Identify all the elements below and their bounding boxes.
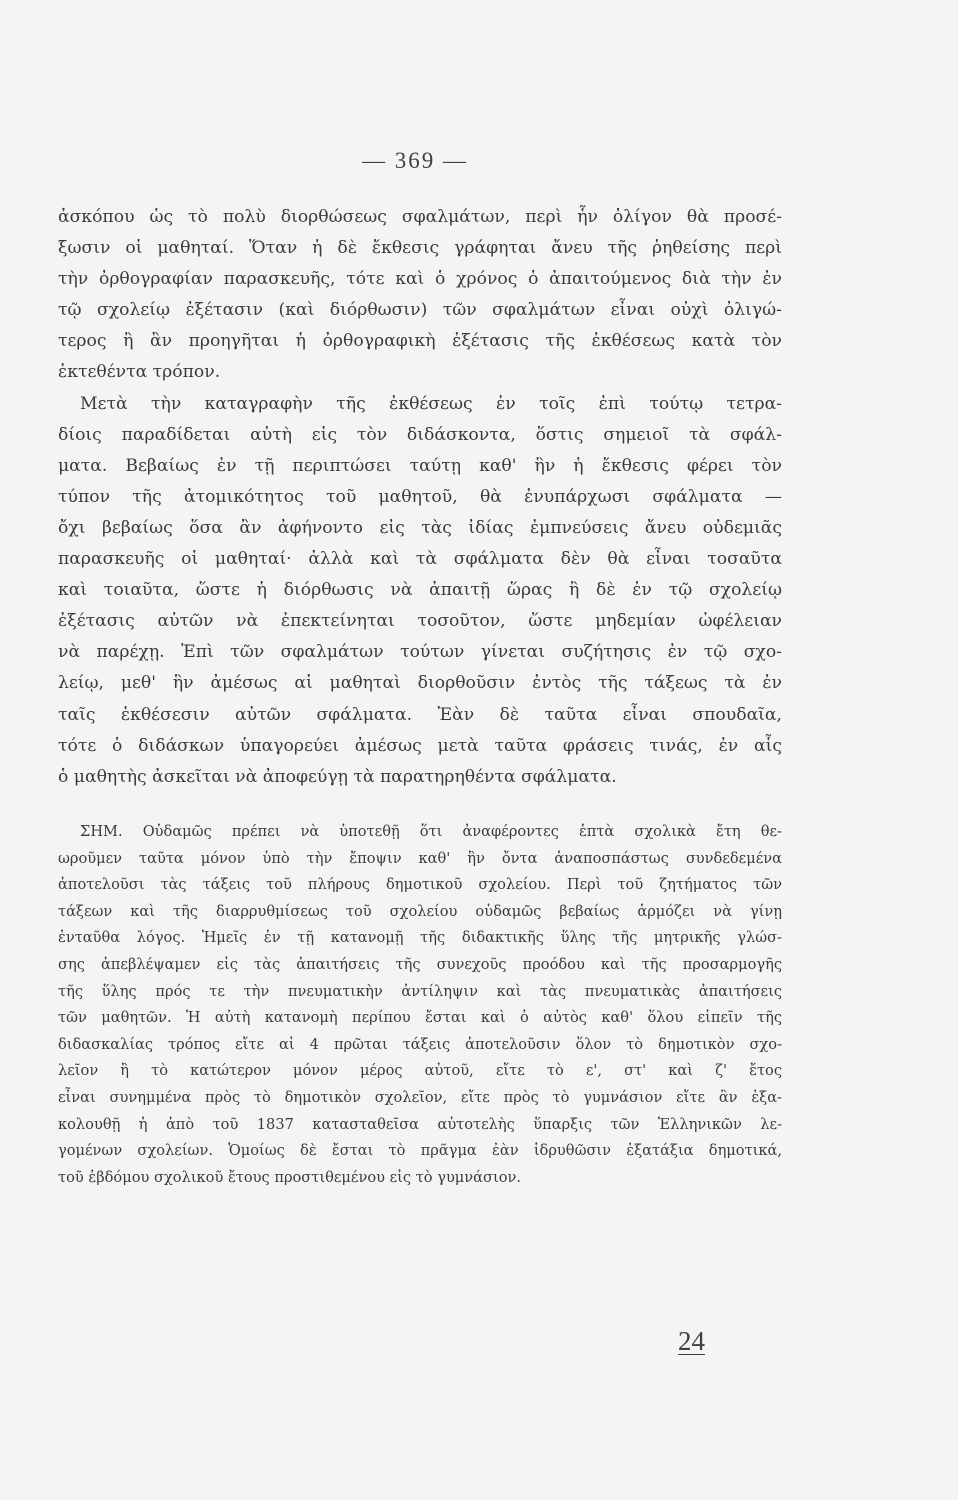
text-line: ἐξέτασις αὐτῶν νὰ ἐπεκτείνηται τοσοῦτον, ὥστε μηδεμίαν ὠφέλειαν <box>58 611 782 632</box>
note-line: γομένων σχολείων. Ὁμοίως δὲ ἔσται τὸ πρᾶγμα ἐὰν ἱδρυθῶσιν ἑξατάξια δημοτικά, <box>58 1142 782 1160</box>
text-line: τὴν ὀρθογραφίαν παρασκευῆς, τότε καὶ ὁ χρόνος ὁ ἀπαιτούμενος διὰ τὴν ἐν <box>58 269 782 290</box>
note-line: ἐνταῦθα λόγος. Ἡμεῖς ἐν τῇ κατανομῇ τῆς διδακτικῆς ὕλης τῆς μητρικῆς γλώσ- <box>58 929 782 947</box>
note-line: ἀποτελοῦσι τὰς τάξεις τοῦ πλήρους δημοτικοῦ σχολείου. Περὶ τοῦ ζητήματος τῶν <box>58 876 782 894</box>
note-line: κολουθῇ ἡ ἀπὸ τοῦ 1837 κατασταθεῖσα αὐτοτελὴς ὕπαρξις τῶν Ἑλληνικῶν λε- <box>58 1115 782 1133</box>
note-line: ΣΗΜ. Οὐδαμῶς πρέπει νὰ ὑποτεθῇ ὅτι ἀναφέροντες ἑπτὰ σχολικὰ ἔτη θε- <box>80 823 782 840</box>
text-line: τερος ἢ ἂν προηγῆται ἡ ὀρθογραφικὴ ἐξέτασις τῆς ἐκθέσεως κατὰ τὸν <box>58 331 782 352</box>
text-line: ξωσιν οἱ μαθηταί. Ὅταν ἡ δὲ ἔκθεσις γράφηται ἄνευ τῆς ῥηθείσης περὶ <box>58 238 782 259</box>
note-line: λεῖον ἢ τὸ κατώτερον μόνον μέρος αὐτοῦ, εἴτε τὸ ε', στ' καὶ ζ' ἔτος <box>58 1062 782 1080</box>
text-line: ὄχι βεβαίως ὅσα ἂν ἀφήνοντο εἰς τὰς ἰδίας ἐμπνεύσεις ἄνευ οὐδεμιᾶς <box>58 517 782 538</box>
text-line: λείῳ, μεθ' ἣν ἀμέσως αἱ μαθηταὶ διορθοῦσιν ἐντὸς τῆς τάξεως τὰ ἐν <box>58 673 782 694</box>
text-line: ἀσκόπου ὡς τὸ πολὺ διορθώσεως σφαλμάτων, περὶ ἧν ὀλίγον θὰ προσέ- <box>58 207 782 227</box>
note-line: σης ἀπεβλέψαμεν εἰς τὰς ἀπαιτήσεις τῆς συνεχοῦς προόδου καὶ τῆς προσαρμογῆς <box>58 955 782 973</box>
text-line: τότε ὁ διδάσκων ὑπαγορεύει ἀμέσως μετὰ ταῦτα φράσεις τινάς, ἐν αἷς <box>58 735 782 756</box>
note-line: τῆς ὕλης πρός τε τὴν πνευματικὴν ἀντίληψιν καὶ τὰς πνευματικὰς ἀπαιτήσεις <box>58 982 782 1000</box>
page-number-header: — 369 — <box>362 148 468 173</box>
main-text-block <box>58 202 782 793</box>
text-line: ταῖς ἐκθέσεσιν αὐτῶν σφάλματα. Ἐὰν δὲ ταῦτα εἶναι σπουδαῖα, <box>58 704 782 725</box>
text-line: καὶ τοιαῦτα, ὥστε ἡ διόρθωσις νὰ ἀπαιτῇ ὥρας ἢ δὲ ἐν τῷ σχολείῳ <box>58 580 782 601</box>
text-line: παρασκευῆς οἱ μαθηταί· ἀλλὰ καὶ τὰ σφάλματα δὲν θὰ εἶναι τοσαῦτα <box>58 549 782 570</box>
note-line: τοῦ ἑβδόμου σχολικοῦ ἔτους προστιθεμένου εἰς τὸ γυμνάσιον. <box>58 1168 522 1186</box>
text-line: νὰ παρέχῃ. Ἐπὶ τῶν σφαλμάτων τούτων γίνεται συζήτησις ἐν τῷ σχο- <box>58 642 782 663</box>
text-line: δίοις παραδίδεται αὐτὴ εἰς τὸν διδάσκοντα, ὅστις σημειοῖ τὰ σφάλ- <box>58 424 782 445</box>
note-line: εἶναι συνημμένα πρὸς τὸ δημοτικὸν σχολεῖον, εἴτε πρὸς τὸ γυμνάσιον εἴτε ἂν ἑξα- <box>58 1088 782 1106</box>
text-line: τῷ σχολείῳ ἐξέτασιν (καὶ διόρθωσιν) τῶν σφαλμάτων εἶναι οὐχὶ ὀλιγώ- <box>58 300 782 321</box>
text-line: ὁ μαθητὴς ἀσκεῖται νὰ ἀποφεύγῃ τὰ παρατηρηθέντα σφάλματα. <box>58 766 617 787</box>
note-line: τάξεων καὶ τῆς διαρρυθμίσεως τοῦ σχολείου οὐδαμῶς βεβαίως ἁρμόζει νὰ γίνῃ <box>58 902 782 920</box>
note-line: ωροῦμεν ταῦτα μόνον ὑπὸ τὴν ἔποψιν καθ' ἣν ὄντα ἀναποσπάστως συνδεδεμένα <box>58 849 782 867</box>
footnote-block <box>58 819 782 1191</box>
note-line: τῶν μαθητῶν. Ἡ αὐτὴ κατανομὴ περίπου ἔσται καὶ ὁ αὐτὸς καθ' ὅλου εἰπεῖν τῆς <box>58 1009 782 1027</box>
signature-mark: 24 <box>678 1326 705 1356</box>
text-line: Μετὰ τὴν καταγραφὴν τῆς ἐκθέσεως ἐν τοῖς ἐπὶ τούτῳ τετρα- <box>80 393 782 414</box>
text-line: ἐκτεθέντα τρόπον. <box>58 362 221 383</box>
text-line: ματα. Βεβαίως ἐν τῇ περιπτώσει ταύτῃ καθ' ἣν ἡ ἔκθεσις φέρει τὸν <box>58 455 782 476</box>
note-line: διδασκαλίας τρόπος εἴτε αἱ 4 πρῶται τάξεις ἀποτελοῦσιν ὅλον τὸ δημοτικὸν σχο- <box>58 1035 782 1053</box>
text-line: τύπον τῆς ἀτομικότητος τοῦ μαθητοῦ, θὰ ἐνυπάρχωσι σφάλματα — <box>58 486 782 507</box>
